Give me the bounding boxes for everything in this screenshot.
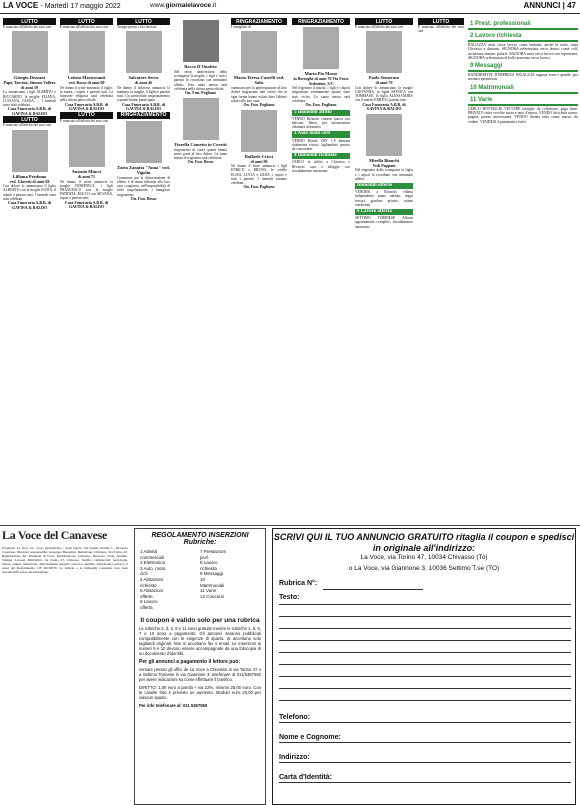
obit-sign: On. Fun. Pogliano xyxy=(243,102,275,108)
coupon-address: o La Voce, via Giannone 3, 10036 Settimo T.se (TO) xyxy=(348,565,500,572)
obit-photo xyxy=(241,110,277,152)
telefono-label: Telefono: xyxy=(279,714,310,721)
obit-sub: di anni 71 xyxy=(78,174,95,179)
rubrica-label: Rubrica N°: xyxy=(279,580,318,587)
rubric-item: 9 Messaggi xyxy=(200,571,224,577)
obit-sub: ved. Glavetti di anni 69 xyxy=(9,178,50,184)
obit-card xyxy=(417,18,465,33)
testo-line[interactable] xyxy=(279,604,571,605)
obit-text: commossi per la partecipazione al loro dolore ringraziano tutti coloro che in ogni forma hanno voluto dare l'ultimo saluto alla loro cara. xyxy=(231,86,287,103)
obit-name: Lilliana Perdomo xyxy=(12,173,47,179)
obit-card xyxy=(2,18,57,116)
ad-text: VENDO Rivarolo camera nuova con balcone, libero, per informazioni chiamare al numero. xyxy=(292,116,350,130)
obit-sub: in Bertoglio di anni 76 Via Fosse Ardeatine, S/C xyxy=(293,76,349,86)
obit-name: Salvatore Serra xyxy=(128,75,159,81)
rubric-item: 4 Abitazioni richieste xyxy=(140,576,164,588)
obit-sub: di anni 76 xyxy=(375,80,393,86)
obit-card xyxy=(116,18,171,112)
category-header: 1 Prest. professionali xyxy=(468,20,578,30)
obit-photo xyxy=(183,98,219,140)
obit-sign: On. Fun. Besso xyxy=(187,159,214,165)
obit-column-7 xyxy=(354,18,414,516)
obit-column-3 xyxy=(116,18,171,516)
testo-line[interactable] xyxy=(279,628,571,629)
rules-subtitle: Rubriche: xyxy=(183,539,217,546)
obit-sign: Casa Funeraria A.B.B. di GAVINA & BALDO xyxy=(64,199,109,210)
obit-intro: È mancato all'affetto dei suoi cari xyxy=(418,25,464,34)
obit-text: Ne danno il triste annuncio la moglie DOMENICA, i figli FRANCESCO con la moglie PATRIZIA, ROCCO con SILVANA, nipoti e parenti tutti. xyxy=(60,179,113,201)
obit-photo xyxy=(366,31,402,73)
masthead-box xyxy=(2,526,128,805)
rubric-item: 6 Lavoro offerta xyxy=(140,599,158,610)
obit-card xyxy=(354,112,414,181)
obit-sign: Casa Funeraria A.B.B. di GAVINA & BALDO xyxy=(64,101,109,112)
obit-sign: Casa Funeraria A.B.B. di GAVINA & BALDO xyxy=(7,106,52,116)
obit-text: Nel trigesimo della scomparsa la figlia e i nipoti la ricordano con immutato affetto. xyxy=(355,168,413,181)
obit-intro: È mancata all'affetto dei suoi cari xyxy=(60,25,108,29)
small-ads xyxy=(291,108,351,173)
coupon-address: La Voce, via Torino 47, 10034 Chivasso (To) xyxy=(360,554,488,561)
obit-tag: LUTTO xyxy=(418,18,464,25)
category-header: 9 Messaggi xyxy=(468,62,578,72)
category-header: 11 Varie xyxy=(468,96,578,106)
obit-text: ringraziano di cuore quanti hanno preso parte al loro dolore. La santa messa di trigesima sarà celebrata. xyxy=(174,147,227,161)
small-ads xyxy=(354,181,414,229)
obit-sub: Vedi Pappani xyxy=(372,162,396,168)
obit-text: Con dolore lo annunciano il figlio ALBERTO con la moglie KATIA, il nipote e parenti tutti. I funerali sono stati celebrati. xyxy=(3,184,56,201)
obit-text: Con dolore lo annunciano la moglie GIOVANNA, la figlia MONICA con TOMMASO, la figlia ALESSANDRA con il marito ENRICO, parenti tutti. xyxy=(355,85,413,103)
rubric-list xyxy=(135,546,265,614)
category-header: 4 Immobili richieste xyxy=(292,153,350,159)
obit-card xyxy=(354,18,414,112)
obit-intro: È mancato all'affetto dei suoi cari xyxy=(3,123,52,128)
obit-intro: È mancato all'affetto dei suoi cari xyxy=(60,118,109,123)
obit-photo xyxy=(241,31,277,73)
coupon-heading: Il coupon è valido solo per una rubrica xyxy=(140,616,260,624)
ad-text: BANDIERITTE D'IMPRESA INGAGGIA ragazza seria e gentile, per incontri spensierati. xyxy=(468,73,578,82)
testo-line[interactable] xyxy=(279,616,571,617)
obit-card xyxy=(173,96,228,165)
obit-column-8 xyxy=(417,18,465,516)
ad-text: VENDO Honda CRV 1.8 benzina totalmente rivisto, tagliandato, prezzo da concordare. xyxy=(292,138,350,152)
rubric-item: 12 Concorsi xyxy=(200,593,225,599)
rubrica-field[interactable] xyxy=(323,589,423,590)
category-header: 6 Lavoro offerta xyxy=(355,209,413,215)
obit-name: Raffaele Crisci xyxy=(244,153,274,159)
carta-label: Carta d'Identità: xyxy=(279,774,333,781)
form-area xyxy=(273,576,575,786)
obit-tag: RINGRAZIAMENTO xyxy=(231,18,287,25)
telefono-field[interactable] xyxy=(279,722,571,723)
obit-sub: di anni 90 xyxy=(250,158,268,164)
category-header: 10 Matrimoniali xyxy=(468,84,578,94)
obit-intro: I famigliari di xyxy=(231,25,251,29)
page-header xyxy=(0,0,580,14)
obit-text: Commossi per la dimostrazione di affetto e di stima tributata alla loro cara congiunta, nell'impossibilità di farlo singolarmente, i famigliari ringraziano. xyxy=(117,175,170,197)
obit-text: Lo annunciano i figli ALBERTO e RICCARDO, la moglie ELIANA, LUCIANA, GIADA, ... I funerali sono stati celebrati. xyxy=(3,90,56,107)
obit-name: Zaira Zanatta "Anna" ved. Vigolin xyxy=(117,164,170,175)
obit-photo xyxy=(303,27,339,69)
carta-field[interactable] xyxy=(279,782,571,783)
rubric-item: 10 Matrimoniali xyxy=(200,576,225,588)
testo-line[interactable] xyxy=(279,700,571,701)
obit-name: Maria Teresa Castelli ved. Salis xyxy=(233,75,285,86)
rubric-item: 1 Attività commerciali xyxy=(140,549,165,560)
obit-card xyxy=(173,18,228,96)
obit-tag: LUTTO xyxy=(60,18,113,25)
rubric-item: 11 Varie xyxy=(200,588,217,594)
obit-tag: LUTTO xyxy=(3,116,56,123)
obit-column-6 xyxy=(291,18,351,516)
testo-label: Testo: xyxy=(279,594,300,601)
obit-photo xyxy=(12,130,48,172)
obit-sign: On. Fun. Besso xyxy=(130,195,157,201)
obit-sign: Casa Funeraria A.B.B. di GAVINA & BALDO xyxy=(362,101,406,112)
obit-card xyxy=(291,18,351,108)
obit-photo xyxy=(12,31,48,73)
info-phone: Per info telefonare al: 011 5367550 xyxy=(139,702,208,708)
obit-tag: LUTTO xyxy=(60,112,113,119)
obit-name: Maria Pia Mosso xyxy=(304,71,338,76)
testo-line[interactable] xyxy=(279,652,571,653)
category-header: 5 Immobili affitto xyxy=(292,110,350,116)
obit-tag: RINGRAZIAMENTO xyxy=(117,112,170,119)
rubric-item: 3 Auto, moto, cicli xyxy=(140,565,167,577)
obit-photo xyxy=(126,121,162,163)
obit-sign: On. Fun. Pogliano xyxy=(184,90,217,96)
obit-text: Ne danno il triste annuncio i figli ENRICO e BRUNO, le sorelle ELISA, LUCIA e LIDIA, i nipoti e tutti i parenti. I funerali saranno celebrati. xyxy=(231,164,287,186)
ad-text: RAGAZZA seria cerca lavoro come badante, anche la notte, zona Chivasso e dintorni. SIGNORA referenziata cerca lavoro come colf, assistenza anziani, pulizie. SIGNORA seria cerca lavoro con esperienza. SIGNORA referenziata di bella presenza cerca lavoro. xyxy=(468,43,578,60)
obit-column-1 xyxy=(2,18,57,516)
obit-tag: LUTTO xyxy=(355,18,413,25)
obit-card xyxy=(230,108,288,190)
obit-card xyxy=(59,18,114,112)
testo-line[interactable] xyxy=(279,664,571,665)
category-header: 3 Auto moto cicli xyxy=(292,131,350,137)
indirizzo-field[interactable] xyxy=(279,762,571,763)
obit-column-2 xyxy=(59,18,114,516)
coupon-form xyxy=(272,528,576,805)
obit-column-4 xyxy=(173,18,228,516)
pay-heading: Per gli annunci a pagamento il lettore può: xyxy=(139,659,241,666)
obit-text: Nel sesto anniversario della scomparsa la moglie, i figli e tutti i parenti lo ricordano con immutato affetto. Una santa messa sarà celebrata nella chiesa parrocchiale. xyxy=(174,70,227,91)
nome-field[interactable] xyxy=(279,742,571,743)
obit-card xyxy=(59,112,114,210)
rules-text: versare presso gli uffici de La Voce a Chivasso in via Torino 47 o a Settimo Torinese in via Giannone 3; telefonare al 011/5367550 per avere indicazioni su come effettuare il bonifico. xyxy=(139,667,261,683)
ad-text: VENDESI a Rivarolo villetta indipendente, piano rialzato, doppi servizi, giardino privato, ottime condizioni. xyxy=(355,190,413,207)
masthead-info: Proprietà: La Voce soc. coop. giornalistica - Sede legale: Via Sandro Pertini 3 - Rivarolo Canavese. Direttore responsabile: Giuseppe Bisognini. Redazione: Chivasso, Via Torino 47. Registrazione del Tribunale di Ivrea. Distribuzione: Chivasso, Rivarolo, Cirié, Settimo. Stampa: Litosud. Pubblicità: via Torino 47, Chivasso. Tariffe: commerciali, necrologie, lauree, auguri, matrimoni. Abbonamenti annuali: cartaceo, digitale. Informativa privacy ai sensi del Regolamento UE 2016/679. Le notizie e le immagini contenute non sono riproducibili senza autorizzazione. xyxy=(2,546,128,574)
obit-tag: LUTTO xyxy=(117,18,170,25)
obit-photo xyxy=(69,31,105,73)
obit-sub: di anni 46 xyxy=(135,80,152,86)
obit-tag: RINGRAZIAMENTO xyxy=(292,18,350,25)
obit-name: Rocco D'Onofrio xyxy=(184,64,217,69)
obit-sign: On. Fun. Pogliano xyxy=(243,184,275,190)
rules-title: REGOLAMENTO INSERZIONI xyxy=(151,532,249,539)
obit-column-5 xyxy=(230,18,288,516)
category-header: 2 Lavoro richiesta xyxy=(468,32,578,42)
bottom-section xyxy=(0,525,580,804)
classified-rubric xyxy=(468,18,578,516)
obit-name: Letizia Mastrosanti xyxy=(67,75,106,81)
obit-photo xyxy=(126,31,162,73)
obit-name: Antonio Miucci xyxy=(71,169,102,174)
category-header: Immobili offerte xyxy=(355,183,413,189)
obit-intro: È mancato all'affetto dei suoi cari xyxy=(355,25,404,29)
obit-text: Ne danno il triste annuncio il figlio, la nuora, i nipoti e parenti tutti. La funzione religiosa sarà celebrata nella chiesa parrocchiale. xyxy=(60,85,113,103)
obit-name: Mirella Bianchi xyxy=(368,157,400,163)
obit-sign: Casa Funeraria A.B.B. di GAVINA & BALDO xyxy=(7,200,52,210)
indirizzo-label: Indirizzo: xyxy=(279,754,310,761)
obit-sign: Casa Funeraria A.B.B. di GAVINA & BALDO xyxy=(121,101,166,112)
ad-text: CERCO in affitto a Chivasso o Rivarolo casa o alloggio con riscaldamento autonomo. xyxy=(292,160,350,173)
obit-sign: On. Fun. Pogliano xyxy=(305,102,337,107)
obit-name: Paolo Semeraro xyxy=(368,75,400,81)
testo-line[interactable] xyxy=(279,688,571,689)
section-label: ANNUNCI | 47 xyxy=(523,1,576,10)
rubric-item: 7 Prestazioni prof. xyxy=(200,549,227,560)
testo-line[interactable] xyxy=(279,676,571,677)
testo-line[interactable] xyxy=(279,640,571,641)
obit-card xyxy=(116,112,171,202)
obit-text: Ne danno il doloroso annuncio la mamma, la moglie, il figlio e parenti tutti. Un particolare ringraziamento a quanti hanno partecipato. xyxy=(117,85,170,103)
obit-name: Fiorella Cometto in Coretti xyxy=(174,141,227,147)
nome-label: Nome e Cognome: xyxy=(279,734,341,741)
ad-text: SETTIMO TORINESE Affitasi appartamento completo, riscaldamento autonomo. xyxy=(355,216,413,229)
obit-card xyxy=(2,128,57,211)
obit-photo xyxy=(183,20,219,62)
paper-name: LA VOCE - Martedì 17 maggio 2022 xyxy=(3,1,121,10)
obit-name: Giorgio Dezzani xyxy=(13,75,46,81)
obit-intro: Troppo presto ci ha lasciato xyxy=(117,25,157,29)
rules-text: DIRITTO: 1,00 euro a parola + iva 22%, minimo 25,00 euro. Con le caselle foto è previsto un aumento. Modulo euro 20,00 per ciascun spazio. xyxy=(139,685,261,700)
obit-intro: È mancato all'affetto dei suoi cari xyxy=(3,25,52,29)
obit-tag: LUTTO xyxy=(3,18,56,25)
rules-text: Le rubriche 2, 3, 4, 8 e 11 sono gratuite mentre le rubriche 1, 5, 6, 7 e 10 sono a pagamento. Gli annunci saranno pubblicati compatibilmente con le esigenze di spazio. Si accettano solo tagliandi originali. Non si accettano fax o email. Le inserzioni ai numeri 9 e 10 devono essere accompagnate da una fotocopia di un documento d'identità. xyxy=(139,626,261,656)
obit-text: Nel trigesimo il marito, i figli e i nipoti ringraziano sentitamente quanti sono stati vicini. La santa messa sarà celebrata. xyxy=(292,86,350,103)
obit-card xyxy=(230,18,288,108)
masthead-logo: La Voce del Canavese xyxy=(2,528,108,542)
rules-box xyxy=(134,528,266,805)
rubric-item: 8 Lavoro richiesta xyxy=(200,560,218,571)
obit-sub: Papà, Tarcisio, Simone Vallero di anni 59 xyxy=(3,80,56,90)
site-url[interactable]: www.giornalelavoce.it xyxy=(150,2,217,9)
rubric-item: 2 Elettronica xyxy=(140,560,166,566)
coupon-title: SCRIVI QUI IL TUO ANNUNCIO GRATUITO ritaglia il coupon e spedisci in originale all'indirizzo: xyxy=(273,532,575,553)
obit-photo xyxy=(69,125,105,167)
obit-sub: ved. Rosso di anni 90 xyxy=(68,80,105,86)
ad-text: CERCO BOTTIGLIE VECCHIE bottiglie da collezione, pago bene. PRIVATO ritira vecchie moto e auto d'epoca. VENDO bicicletta uomo, pagata, prezzo interessante. VENDO divano letto come nuovo, da vedere. VENDESI 4 pneumatici estivi. xyxy=(468,106,578,124)
obit-card xyxy=(2,116,57,127)
obit-photo xyxy=(366,114,402,156)
rubric-item: 5 Abitazioni offerte xyxy=(140,588,164,599)
